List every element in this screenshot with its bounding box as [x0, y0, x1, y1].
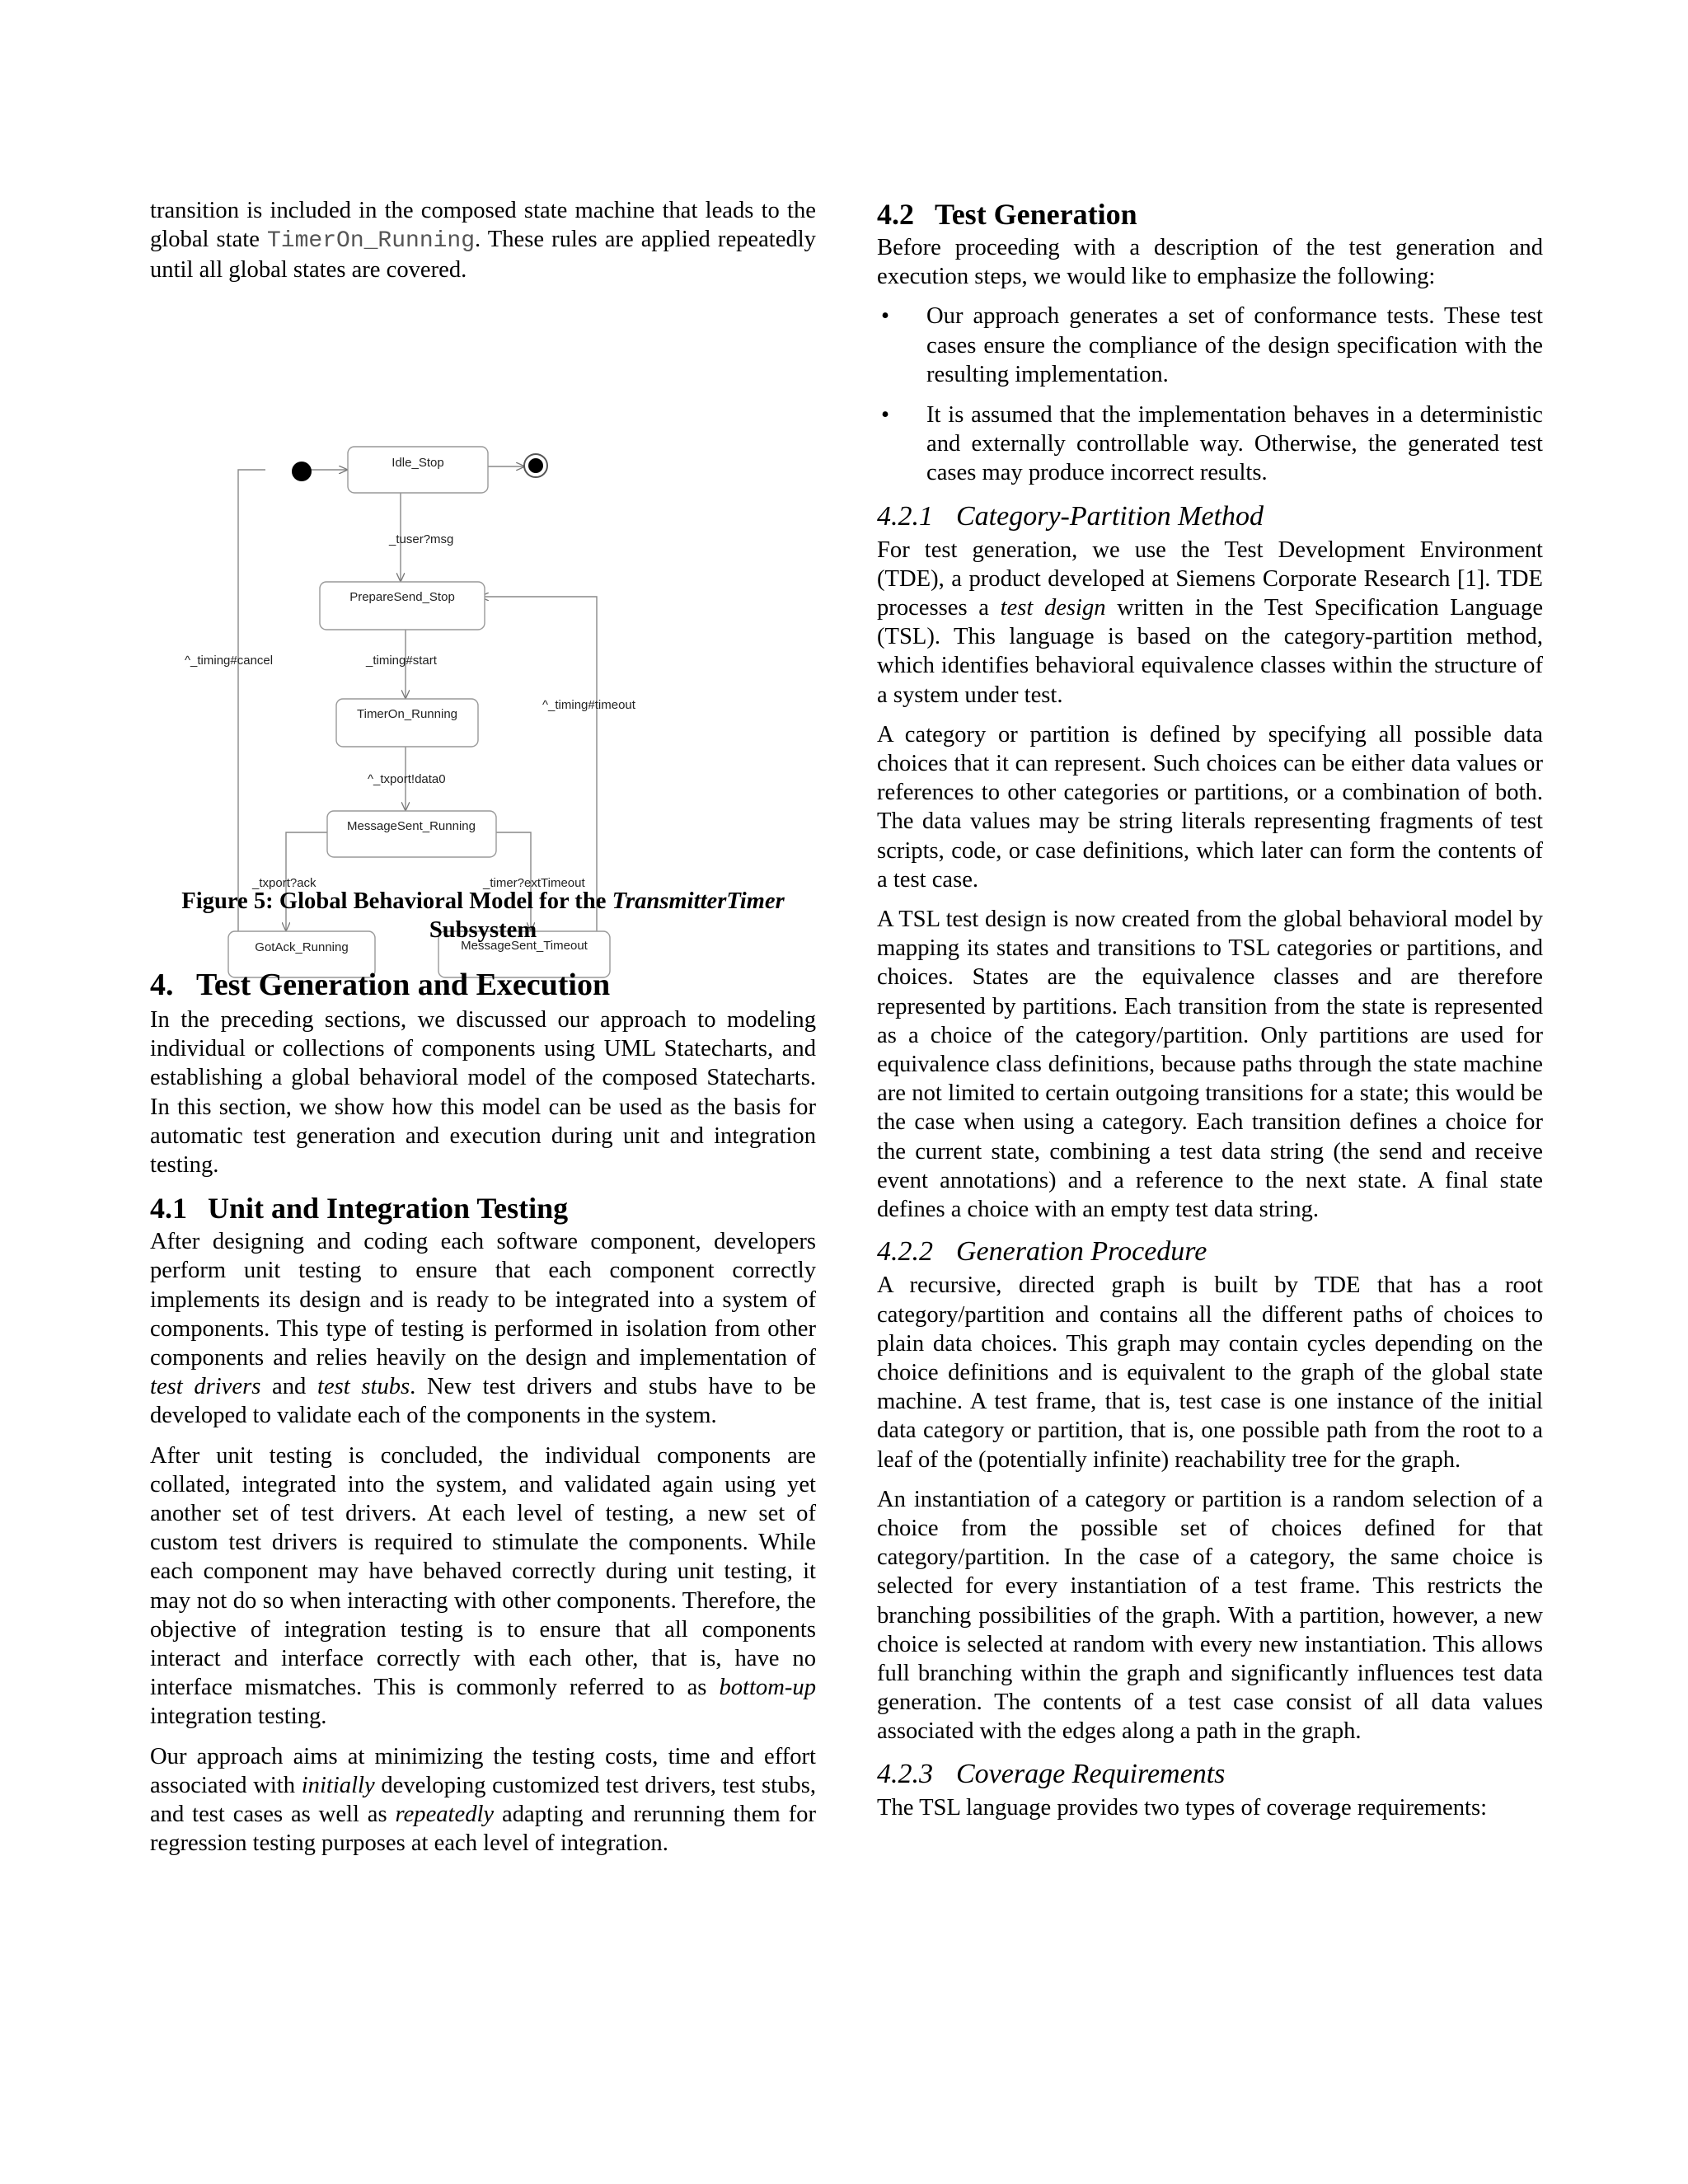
- figure-5: [150, 310, 816, 954]
- label-timing-timeout: ^_timing#timeout: [542, 697, 635, 712]
- edge-gotack-idle: [238, 470, 265, 932]
- section-4-2-2-heading: 4.2.2 Generation Procedure: [877, 1236, 1207, 1268]
- intro-paragraph: transition is included in the composed state machine that leads to the global state TimerOn_Running. These rules are applied repeatedly until all global states are covered.: [150, 198, 816, 284]
- label-txport-ack: _txport?ack: [252, 875, 316, 890]
- list-item: • It is assumed that the implementation behaves in a deterministic and externally controllable way. Otherwise, the generated test cases may produce incorrect results.: [881, 402, 1543, 486]
- state-timeron-running-box: [336, 699, 478, 747]
- section-4-2-heading: 4.2 Test Generation: [877, 198, 1137, 231]
- state-preparesend-stop: PrepareSend_Stop: [349, 589, 455, 604]
- section-4-2-paragraph: Before proceeding with a description of the test generation and execution steps, we would like to emphasize the following:: [877, 235, 1543, 290]
- state-idle-stop: Idle_Stop: [392, 455, 444, 470]
- label-txport-data0: ^_txport!data0: [368, 771, 446, 786]
- label-timing-cancel: ^_timing#cancel: [185, 653, 274, 668]
- state-gotack-running: GotAck_Running: [255, 940, 349, 954]
- label-tuser-msg: _tuser?msg: [389, 532, 454, 546]
- state-messagesent-running: MessageSent_Running: [347, 818, 476, 833]
- section-4-2-1-paragraph-2: A category or partition is defined by specifying all possible data choices that it can represent. Such choices can be either data values or references to other categories or partitions, or a combination of both. The data values may be string literals representing fragments of test scripts, code, or case definitions, which later can form the contents of a test case.: [877, 721, 1543, 893]
- left-column: [150, 196, 816, 1869]
- section-4-1-heading: 4.1 Unit and Integration Testing: [150, 1192, 569, 1226]
- state-messagesent-timeout: MessageSent_Timeout: [461, 938, 588, 953]
- right-column: [877, 196, 1543, 1833]
- initial-state-icon: [292, 462, 312, 481]
- section-4-2-2-paragraph-2: An instantiation of a category or partition is a random selection of a choice from the possible set of choices defined for that category/partition. In the case of a category, the same choice is selected for every instantiation of a test frame. This restricts the branching possibilities of the graph. With a partition, however, a new choice is selected at random with every new instantiation. This allows full branching within the graph and significantly influences test data generation. The contents of a test case consist of all data values associated with the edges along a path in the graph.: [877, 1486, 1543, 1745]
- section-4-heading: 4. Test Generation and Execution: [150, 968, 611, 1003]
- section-4-2-3-heading: 4.2.3 Coverage Requirements: [877, 1758, 1226, 1789]
- section-4-paragraph: In the preceding sections, we discussed our approach to modeling individual or collections of components using UML Statecharts, and establishing a global behavioral model of the composed Statecharts. In this section, we show how this model can be used as the basis for automatic test generation and execution during unit and integration testing.: [150, 1007, 816, 1179]
- section-4-2-1-paragraph-1: For test generation, we use the Test Development Environment (TDE), a product developed at Siemens Corporate Research [1]. TDE processes a test design written in the Test Specification Language (TSL). This language is based on the category-partition method, which identifies behavioral equivalence classes within the structure of a system under test.: [877, 537, 1544, 708]
- section-4-2-2-paragraph-1: A recursive, directed graph is built by TDE that has a root category/partition and contains all the different paths of choices to plain data choices. This graph may contain cycles depending on the choice definitions and is equivalent to the graph of the global state machine. A test frame, that is, test case is one instance of the initial data category or partition, that is, one possible path from the root to a leaf of the (potentially infinite) reachability tree for the graph.: [877, 1272, 1543, 1473]
- figure-caption: Figure 5: Global Behavioral Model for the TransmitterTimer Subsystem: [181, 888, 785, 943]
- state-preparesend-stop-box: [320, 582, 485, 630]
- label-timer-exttimeout: _timer?extTimeout: [483, 875, 585, 890]
- section-4-1-paragraph-1: After designing and coding each software component, developers perform unit testing to ensure that each component correctly implements its design and is ready to be integrated into a system of components. This type of testing is performed in isolation from other components and relies heavily on the design and implementation of test drivers and test stubs. New test drivers and stubs have to be developed to validate each of the components in the system.: [150, 1229, 816, 1429]
- state-idle-stop-box: [348, 447, 488, 493]
- list-item: • Our approach generates a set of conformance tests. These test cases ensure the compliance of the design specification with the resulting implementation.: [881, 303, 1543, 387]
- label-timing-start: _timing#start: [366, 653, 437, 668]
- section-4-2-3-paragraph-1: The TSL language provides two types of coverage requirements:: [877, 1794, 1488, 1821]
- section-4-2-1-heading: 4.2.1 Category-Partition Method: [877, 500, 1264, 532]
- bullet-list: [877, 302, 1543, 487]
- section-4-1-paragraph-2: After unit testing is concluded, the individual components are collated, integrated into the system, and validated again using yet another set of test drivers. At each level of testing, a new set of custom test drivers is required to stimulate the components. While each component may have behaved correctly during unit testing, it may not do so when interacting with other components. Therefore, the objective of integration testing is to ensure that all components interact and interface correctly with each other, that is, have no interface mismatches. This is commonly referred to as bottom-up integration testing.: [150, 1442, 816, 1730]
- state-timeron-running: TimerOn_Running: [357, 706, 457, 721]
- section-4-2-1-paragraph-3: A TSL test design is now created from the global behavioral model by mapping its states and transitions to TSL categories or partitions, and choices. States are the equivalence classes and are therefore represented by partitions. Each transition from the state is represented as a choice of the category/partition. Only partitions are used for equivalence class definitions, because paths through the state machine are not limited to certain outgoing transitions for a state; this would be the case when using a category. Each transition defines a choice for the current state, combining a test data string (the send and receive event annotations) and a reference to the next state. A final state defines a choice with an empty test data string.: [877, 907, 1543, 1223]
- code-timeron-running: TimerOn_Running: [267, 228, 476, 255]
- state-messagesent-running-box: [327, 811, 496, 857]
- section-4-1-paragraph-3: Our approach aims at minimizing the testing costs, time and effort associated with initially developing customized test drivers, test stubs, and test cases as well as repeatedly adapting and rerunning them for regression testing purposes at each level of integration.: [150, 1743, 816, 1857]
